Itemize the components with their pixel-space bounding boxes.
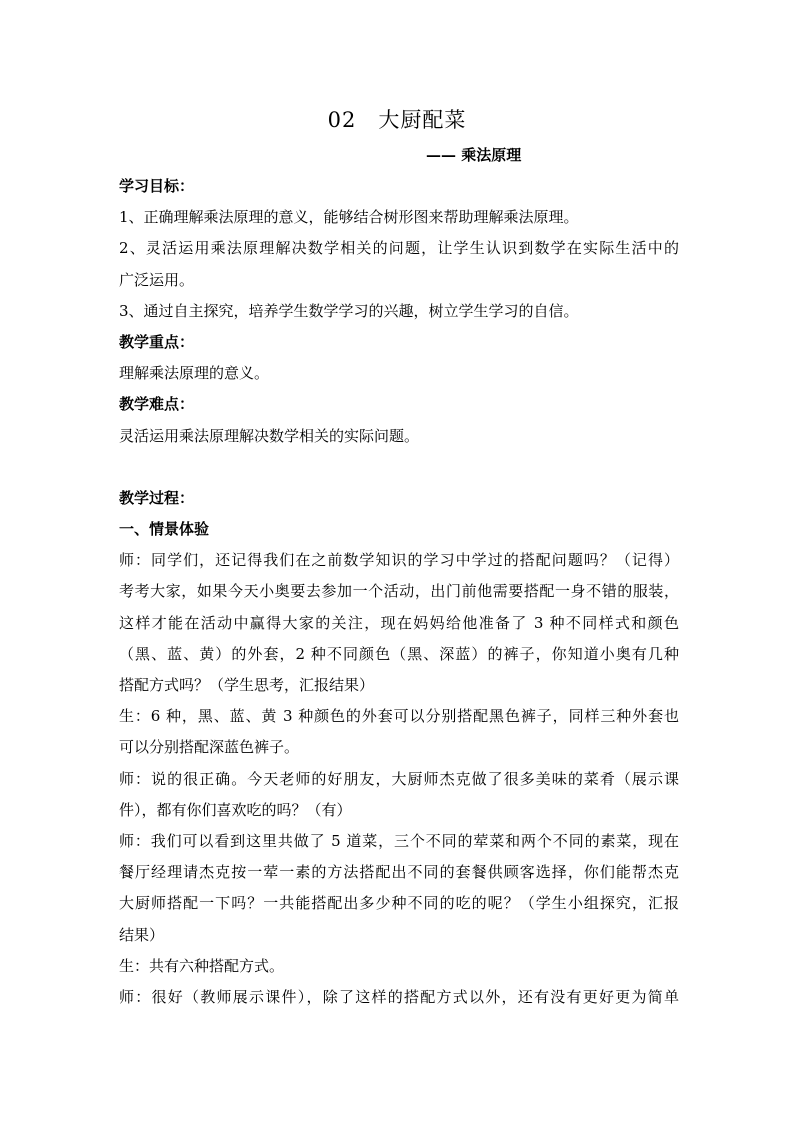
- paragraph-line: 搭配方式吗？（学生思考，汇报结果）: [119, 676, 375, 694]
- paragraph-line: 师：很好（教师展示课件），除了这样的搭配方式以外，还有没有更好更为简单: [119, 987, 679, 1006]
- paragraph-line: 1、正确理解乘法原理的意义，能够结合树形图来帮助理解乘法原理。: [119, 208, 579, 227]
- section-heading: 学习目标：: [119, 177, 195, 195]
- lesson-number: 02: [327, 108, 357, 132]
- paragraph-line: 生：共有六种搭配方式。: [119, 956, 285, 975]
- paragraph-line: 2、灵活运用乘法原理解决数学相关的问题，让学生认识到数学在实际生活中的: [119, 239, 679, 258]
- page-subtitle: —— 乘法原理: [426, 146, 522, 164]
- paragraph-line: 大厨师搭配一下吗？一共能搭配出多少种不同的吃的呢？（学生小组探究，汇报: [119, 894, 679, 913]
- section-heading: 教学重点：: [119, 332, 195, 351]
- section-heading: 一、情景体验: [119, 520, 210, 539]
- paragraph-line: 师：我们可以看到这里共做了 5 道菜，三个不同的荤菜和两个不同的素菜，现在: [119, 831, 679, 850]
- paragraph-line: 师：说的很正确。今天老师的好朋友，大厨师杰克做了很多美味的菜肴（展示课: [119, 769, 679, 788]
- section-heading: 教学难点：: [119, 395, 195, 414]
- paragraph-line: 理解乘法原理的意义。: [119, 364, 270, 383]
- lesson-title: 大厨配菜: [378, 108, 467, 132]
- paragraph-line: 师：同学们，还记得我们在之前数学知识的学习中学过的搭配问题吗？（记得）: [119, 551, 679, 570]
- paragraph-line: 结果）: [119, 925, 165, 944]
- paragraph-line: 生：6 种，黑、蓝、黄 3 种颜色的外套可以分别搭配黑色裤子，同样三种外套也: [119, 707, 679, 726]
- paragraph-line: 这样才能在活动中赢得大家的关注，现在妈妈给他准备了 3 种不同样式和颜色: [119, 613, 679, 632]
- paragraph-line: 广泛运用。: [119, 270, 195, 289]
- blank-line: [119, 452, 679, 483]
- page-title: [0, 104, 794, 134]
- document-body: [119, 171, 679, 1013]
- section-heading: 教学过程：: [119, 488, 195, 507]
- paragraph-line: 3、通过自主探究，培养学生数学学习的兴趣，树立学生学习的自信。: [119, 301, 579, 320]
- paragraph-line: 件），都有你们喜欢吃的吗？（有）: [119, 800, 352, 819]
- paragraph-line: 灵活运用乘法原理解决数学相关的实际问题。: [119, 426, 420, 445]
- paragraph-line: （黑、蓝、黄）的外套，2 种不同颜色（黑、深蓝）的裤子，你知道小奥有几种: [119, 644, 679, 663]
- paragraph-line: 可以分别搭配深蓝色裤子。: [119, 738, 300, 757]
- paragraph-line: 考考大家，如果今天小奥要去参加一个活动，出门前他需要搭配一身不错的服装，: [119, 582, 679, 601]
- paragraph-line: 餐厅经理请杰克按一荤一素的方法搭配出不同的套餐供顾客选择，你们能帮杰克: [119, 863, 679, 882]
